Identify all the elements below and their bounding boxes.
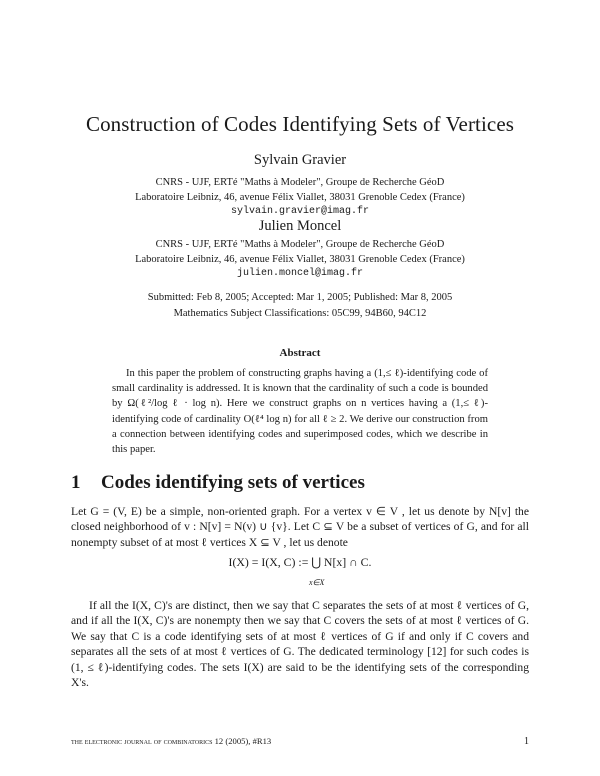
author-name-1: Sylvain Gravier bbox=[253, 152, 347, 168]
paper-title: Construction of Codes Identifying Sets of Vertices bbox=[85, 112, 515, 136]
section-number: 1 bbox=[71, 472, 81, 493]
abstract-text: In this paper the problem of constructing graphs having a (1,≤ ℓ)-identifying code of small cardinality is addressed. It is known that the cardinality of such a code is bounded by Ω(ℓ²/log ℓ · log n). Here we construct graphs on n vertices having a (1,≤ ℓ)-identifying code of cardinality O(ℓ⁴ log n) for all ℓ ≥ 2. We derive our construction from a connection between identifying codes and superimposed codes, which we describe in this paper. bbox=[112, 368, 488, 456]
body-paragraph-1: Let G = (V, E) be a simple, non-oriented graph. For a vertex v ∈ V , let us denote by N[v] the closed neighborhood of v : N[v] = N(v) ∪ {v}. Let C ⊆ V be a subset of vertices of G, and for all nonempty subset of at most ℓ vertices X ⊆ V , let us denote bbox=[71, 505, 529, 549]
section-title: Codes identifying sets of vertices bbox=[101, 472, 365, 493]
affiliation-line-1: CNRS - UJF, ERTé "Maths à Modeler", Groupe de Recherche GéoD bbox=[155, 177, 445, 188]
subject-classifications: Mathematics Subject Classifications: 05C99, 94B60, 94C12 bbox=[173, 307, 427, 319]
page-footer bbox=[71, 736, 529, 746]
abstract-heading: Abstract bbox=[279, 347, 321, 359]
section-heading bbox=[71, 472, 365, 494]
author-email-2: julien.moncel@imag.fr bbox=[236, 268, 364, 280]
affiliation-line-1: CNRS - UJF, ERTé "Maths à Modeler", Groupe de Recherche GéoD bbox=[155, 239, 445, 250]
display-equation: I(X) = I(X, C) := ⋃ N[x] ∩ C. bbox=[228, 555, 372, 569]
author-email-1: sylvain.gravier@imag.fr bbox=[230, 206, 370, 218]
body-paragraph-2: If all the I(X, C)'s are distinct, then we say that C separates the sets of at most ℓ vertices of G, and if all the I(X, C)'s are nonempty then we say that C covers the sets of at most ℓ vertices of G. We say that C is a code identifying sets of at most ℓ vertices of G if and only if C covers and separates all the sets of at most ℓ vertices of G. The dedicated terminology [12] for such codes is (1, ≤ ℓ)-identifying codes. The sets I(X) are said to be the identifying sets of the corresponding X's. bbox=[71, 599, 529, 690]
author-affiliation-2 bbox=[0, 238, 600, 282]
page-number: 1 bbox=[524, 736, 529, 747]
paper-metadata bbox=[0, 290, 600, 321]
affiliation-line-2: Laboratoire Leibniz, 46, avenue Félix Viallet, 38031 Grenoble Cedex (France) bbox=[135, 253, 465, 265]
author-name-2: Julien Moncel bbox=[258, 218, 342, 234]
journal-citation: the electronic journal of combinatorics 12 (2005), #R13 bbox=[71, 736, 272, 746]
submission-dates: Submitted: Feb 8, 2005; Accepted: Mar 1, 2005; Published: Mar 8, 2005 bbox=[147, 292, 453, 303]
affiliation-line-2: Laboratoire Leibniz, 46, avenue Félix Viallet, 38031 Grenoble Cedex (France) bbox=[135, 191, 465, 203]
author-affiliation-1 bbox=[0, 176, 600, 220]
equation-subscript: x∈X bbox=[309, 578, 325, 587]
